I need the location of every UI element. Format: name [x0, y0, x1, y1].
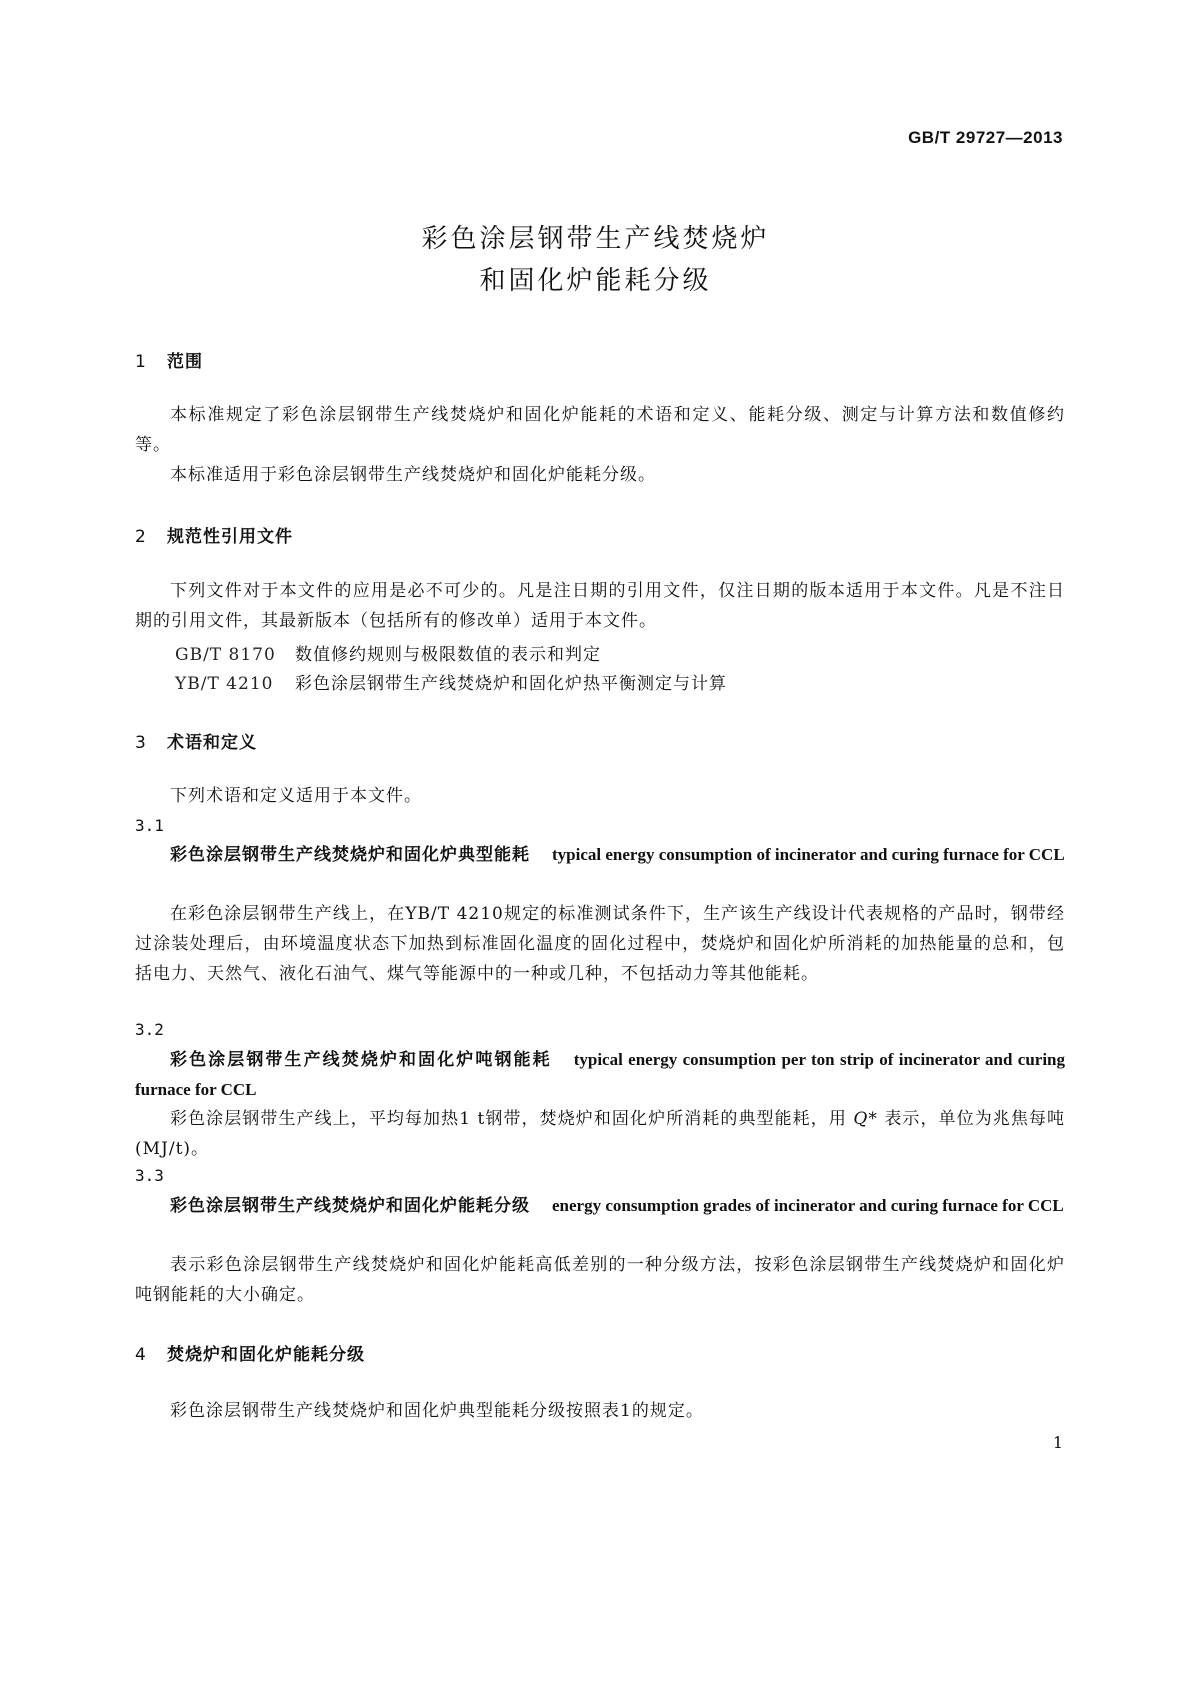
- term-chinese: 彩色涂层钢带生产线焚烧炉和固化炉吨钢能耗: [170, 1050, 552, 1070]
- term-entry: [135, 1191, 1065, 1221]
- section-1-paragraph-2: 本标准适用于彩色涂层钢带生产线焚烧炉和固化炉能耗分级。: [170, 465, 656, 485]
- clause-number: 3.1: [135, 816, 164, 835]
- term-english: typical energy consumption of incinerator and curing furnace for CCL: [552, 845, 1065, 864]
- section-title: 术语和定义: [167, 733, 257, 753]
- term-english: energy consumption grades of incinerator and curing furnace for CCL: [552, 1196, 1064, 1215]
- document-title-line-2: 和固化炉能耗分级: [479, 266, 712, 296]
- reference-title: 彩色涂层钢带生产线焚烧炉和固化炉热平衡测定与计算: [295, 674, 727, 694]
- term-entry: [135, 840, 1065, 870]
- section-number: 1: [135, 352, 147, 372]
- term-definition: [135, 1104, 1065, 1164]
- normative-reference: [175, 669, 727, 694]
- section-4-heading: [135, 1340, 365, 1365]
- term-definition: 在彩色涂层钢带生产线上，在YB/T 4210规定的标准测试条件下，生产该生产线设计代表规格的产品时，钢带经过涂装处理后，由环境温度状态下加热到标准固化温度的固化过程中，焚烧炉和固化炉所消耗的加热能量的总和，包括电力、天然气、液化石油气、煤气等能源中的一种或几种，不包括动力等其他能耗。: [135, 904, 1065, 984]
- section-3-heading: [135, 728, 257, 753]
- section-4-paragraph-1: 彩色涂层钢带生产线焚烧炉和固化炉典型能耗分级按照表1的规定。: [170, 1401, 704, 1421]
- reference-title: 数值修约规则与极限数值的表示和判定: [295, 645, 601, 665]
- reference-code: YB/T 4210: [175, 674, 274, 694]
- term-english: typical energy consumption per ton strip of incinerator and curing furnace for CCL: [135, 1050, 1066, 1099]
- section-3-paragraph-1: 下列术语和定义适用于本文件。: [170, 786, 422, 806]
- definition-text: 彩色涂层钢带生产线上，平均每加热1 t钢带，焚烧炉和固化炉所消耗的典型能耗，用: [170, 1109, 847, 1129]
- clause-number: 3.3: [135, 1166, 164, 1185]
- section-number: 3: [135, 733, 147, 753]
- standard-code: GB/T 29727—2013: [908, 128, 1063, 147]
- term-chinese: 彩色涂层钢带生产线焚烧炉和固化炉能耗分级: [170, 1196, 530, 1216]
- term-definition: 表示彩色涂层钢带生产线焚烧炉和固化炉能耗高低差别的一种分级方法，按彩色涂层钢带生产线焚烧炉和固化炉吨钢能耗的大小确定。: [135, 1255, 1065, 1305]
- normative-reference: [175, 640, 601, 665]
- section-title: 规范性引用文件: [167, 527, 293, 547]
- term-chinese: 彩色涂层钢带生产线焚烧炉和固化炉典型能耗: [170, 845, 530, 865]
- section-title: 焚烧炉和固化炉能耗分级: [167, 1345, 365, 1365]
- section-2-paragraph-1: 下列文件对于本文件的应用是必不可少的。凡是注日期的引用文件，仅注日期的版本适用于本文件。凡是不注日期的引用文件，其最新版本（包括所有的修改单）适用于本文件。: [135, 581, 1065, 631]
- clause-number: 3.2: [135, 1020, 164, 1039]
- section-2-heading: [135, 522, 293, 547]
- definition-text: 表示，单位为兆焦每吨(MJ/t)。: [135, 1109, 1066, 1159]
- section-number: 2: [135, 527, 147, 547]
- page-number: 1: [1052, 1433, 1063, 1452]
- symbol: Q*: [853, 1109, 878, 1129]
- reference-code: GB/T 8170: [175, 645, 276, 665]
- section-1-heading: [135, 347, 203, 372]
- document-title-line-1: 彩色涂层钢带生产线焚烧炉: [421, 224, 770, 254]
- section-title: 范围: [167, 352, 203, 372]
- section-number: 4: [135, 1345, 147, 1365]
- section-1-paragraph-1: 本标准规定了彩色涂层钢带生产线焚烧炉和固化炉能耗的术语和定义、能耗分级、测定与计算方法和数值修约等。: [135, 405, 1065, 455]
- term-entry: [135, 1045, 1065, 1105]
